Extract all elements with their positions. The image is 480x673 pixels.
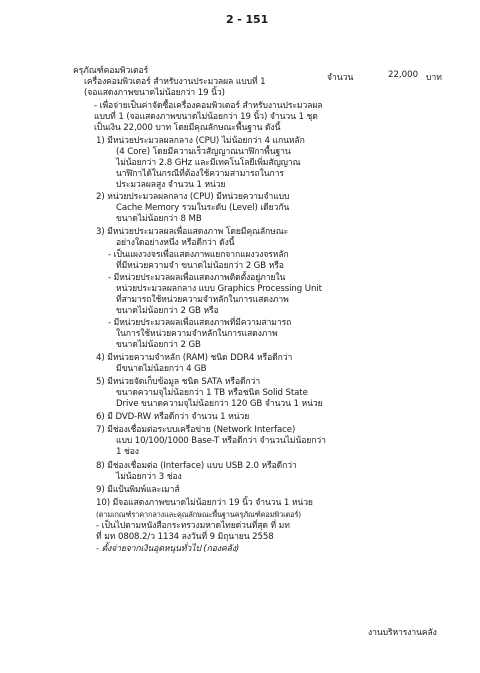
body-line: นาฬิกาได้ในกรณีที่ต้องใช้ความสามารถในการ [116,169,284,179]
spec-item-9: 9) มีแป้นพิมพ์และเมาส์ [96,485,180,495]
body-line: Cache Memory รวมในระดับ (Level) เดียวกัน [116,203,290,213]
body-line: - เพื่อจ่ายเป็นค่าจัดซื้อเครื่องคอมพิวเตอร์ สำหรับงานประมวลผล [94,101,323,111]
body-line: (4 Core) โดยมีความเร็วสัญญาณนาฬิกาพื้นฐาน [116,147,291,157]
spec-item-10: 10) มีจอแสดงภาพขนาดไม่น้อยกว่า 19 นิ้ว จำนวน 1 หน่วย [96,498,313,508]
body-line: ในการใช้หน่วยความจำหลักในการแสดงภาพ [116,329,278,339]
spec-item-7: 7) มีช่องเชื่อมต่อระบบเครือข่าย (Network Interface) [96,425,296,435]
body-line: ไม่น้อยกว่า 2.8 GHz และมีเทคโนโลยีเพิ่มสัญญาณ [116,158,301,168]
footer-department: งานบริหารงานคลัง [368,628,437,638]
spec-item-8: 8) มีช่องเชื่อมต่อ (Interface) แบบ USB 2.0 หรือดีกว่า [96,461,297,471]
amount-unit: บาท [426,73,442,83]
body-line: ไม่น้อยกว่า 3 ช่อง [116,472,182,482]
body-line: ที่สามารถใช้หน่วยความจำหลักในการแสดงภาพ [116,295,289,305]
body-line: - มีหน่วยประมวลผลเพื่อแสดงภาพติดตั้งอยู่ภายใน [108,273,286,283]
body-line: มีขนาดไม่น้อยกว่า 4 GB [116,364,207,374]
body-line: 1 ช่อง [116,447,139,457]
body-line: แบบ 10/100/1000 Base-T หรือดีกว่า จำนวนไม่น้อยกว่า [116,436,326,446]
body-line: ขนาดไม่น้อยกว่า 2 GB หรือ [116,306,219,316]
amount-label: จำนวน [327,73,354,83]
item-title-sub: (จอแสดงภาพขนาดไม่น้อยกว่า 19 นิ้ว) [84,88,225,98]
spec-item-3: 3) มีหน่วยประมวลผลเพื่อแสดงภาพ โดยมีคุณลักษณะ [96,227,289,237]
criteria-note: (ตามเกณฑ์ราคากลางและคุณลักษณะพื้นฐานครุภัณฑ์คอมพิวเตอร์) [96,510,302,519]
reference-note: - เป็นไปตามหนังสือกระทรวงมหาดไทยด่วนที่สุด ที่ มท [96,521,290,531]
amount-value: 22,000 [388,70,419,80]
body-line: หน่วยประมวลผลกลาง แบบ Graphics Processing Unit [116,284,322,294]
funding-note: - ตั้งจ่ายจากเงินอุดหนุนทั่วไป (กองคลัง) [96,544,240,554]
body-line: ประมวลผลสูง จำนวน 1 หน่วย [116,180,226,190]
item-title: เครื่องคอมพิวเตอร์ สำหรับงานประมวลผล แบบที่ 1 [84,77,266,87]
reference-note-cont: ที่ มท 0808.2/ว 1134 ลงวันที่ 9 มิถุนายน 2558 [96,532,274,542]
body-line: - มีหน่วยประมวลผลเพื่อแสดงภาพที่มีความสามารถ [108,318,292,328]
spec-item-4: 4) มีหน่วยความจำหลัก (RAM) ชนิด DDR4 หรือดีกว่า [96,353,293,363]
category-heading: ครุภัณฑ์คอมพิวเตอร์ [73,66,149,76]
spec-item-1: 1) มีหน่วยประมวลผลกลาง (CPU) ไม่น้อยกว่า 4 แกนหลัก [96,136,305,146]
body-line: อย่างใดอย่างหนึ่ง หรือดีกว่า ดังนี้ [116,238,235,248]
body-line: ที่มีหน่วยความจำ ขนาดไม่น้อยกว่า 2 GB หรือ [116,261,284,271]
body-line: เป็นเงิน 22,000 บาท โดยมีคุณลักษณะพื้นฐาน ดังนี้ [94,123,281,133]
body-line: ขนาดความจุไม่น้อยกว่า 1 TB หรือชนิด Solid State [116,388,308,398]
spec-item-5: 5) มีหน่วยจัดเก็บข้อมูล ชนิด SATA หรือดีกว่า [96,377,261,387]
body-line: ขนาดไม่น้อยกว่า 8 MB [116,214,202,224]
page-number: 2 - 151 [226,13,269,26]
spec-item-6: 6) มี DVD-RW หรือดีกว่า จำนวน 1 หน่วย [96,412,250,422]
body-line: ขนาดไม่น้อยกว่า 2 GB [116,340,201,350]
spec-item-2: 2) หน่วยประมวลผลกลาง (CPU) มีหน่วยความจำแบบ [96,192,290,202]
body-line: แบบที่ 1 (จอแสดงภาพขนาดไม่น้อยกว่า 19 นิ้ว) จำนวน 1 ชุด [94,112,318,122]
body-line: - เป็นแผงวงจรเพื่อแสดงภาพแยกจากแผงวงจรหลัก [108,250,289,260]
body-line: Drive ขนาดความจุไม่น้อยกว่า 120 GB จำนวน 1 หน่วย [116,399,323,409]
